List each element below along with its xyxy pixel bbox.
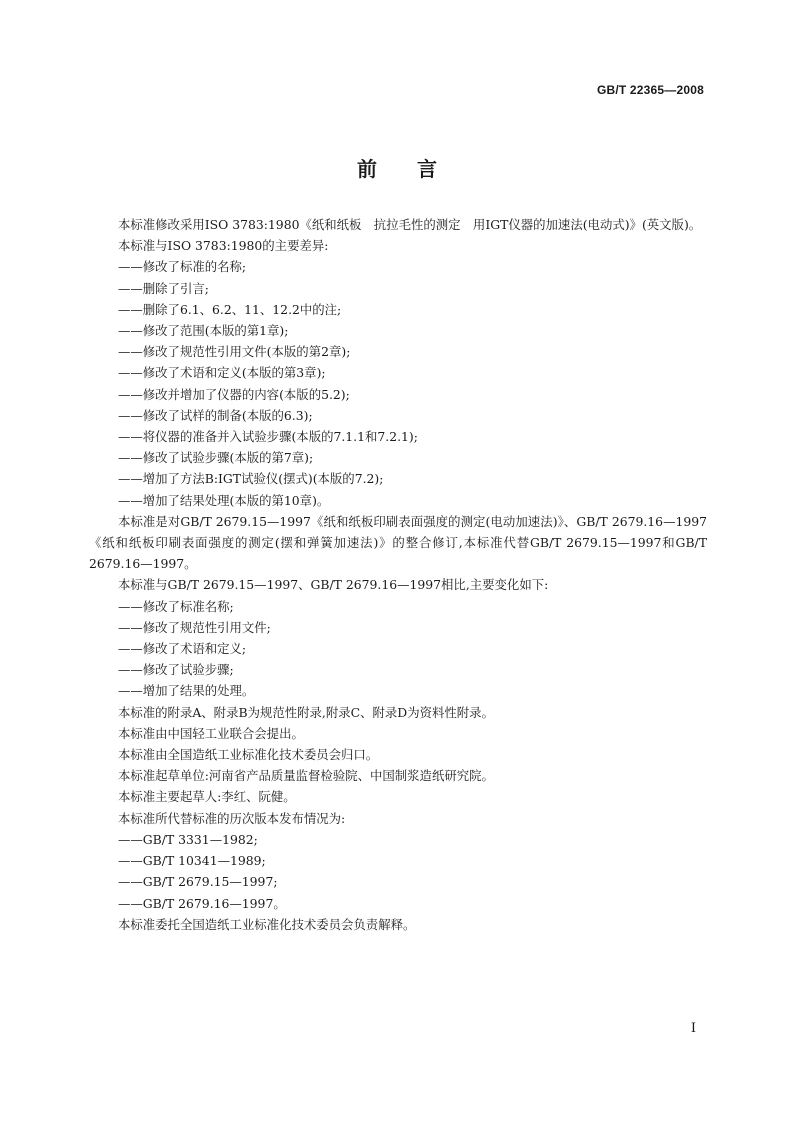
paragraph: 本标准起草单位:河南省产品质量监督检验院、中国制浆造纸研究院。 <box>118 768 494 784</box>
list-item: ——删除了6.1、6.2、11、12.2中的注; <box>118 301 342 317</box>
list-item: ——GB/T 2679.15—1997; <box>118 874 278 890</box>
paragraph: 本标准的附录A、附录B为规范性附录,附录C、附录D为资料性附录。 <box>118 704 494 720</box>
page-number: I <box>690 1021 696 1036</box>
list-item: ——修改了规范性引用文件(本版的第2章); <box>118 344 351 360</box>
list-item: ——修改了术语和定义(本版的第3章); <box>118 365 326 381</box>
paragraph: 本标准主要起草人:李红、阮健。 <box>118 789 296 805</box>
paragraph: 本标准由中国轻工业联合会提出。 <box>118 725 304 741</box>
page-title-part1: 前 <box>357 157 377 181</box>
list-item: ——修改并增加了仪器的内容(本版的5.2); <box>118 386 350 402</box>
preface-body <box>89 214 707 935</box>
list-item: ——修改了试验步骤(本版的第7章); <box>118 450 314 466</box>
paragraph: 本标准是对GB/T 2679.15—1997《纸和纸板印刷表面强度的测定(电动加速法)》、GB/T 2679.16—1997《纸和纸板印刷表面强度的测定(摆和弹簧加速法)》的整合修订,本标准代替GB/T 2679.15—1997和GB/T 2679.16—1997。 <box>89 513 707 572</box>
list-item: ——修改了标准的名称; <box>118 259 247 275</box>
paragraph: 本标准所代替标准的历次版本发布情况为: <box>118 810 346 826</box>
paragraph: 本标准委托全国造纸工业标准化技术委员会负责解释。 <box>118 916 416 932</box>
list-item: ——将仪器的准备并入试验步骤(本版的7.1.1和7.2.1); <box>118 429 418 445</box>
paragraph: 本标准修改采用ISO 3783:1980《纸和纸板 抗拉毛性的测定 用IGT仪器的加速法(电动式)》(英文版)。 <box>118 217 702 232</box>
list-item: ——增加了方法B:IGT试验仪(摆式)(本版的7.2); <box>118 471 384 487</box>
list-item: ——删除了引言; <box>118 280 209 296</box>
list-item: ——GB/T 3331—1982; <box>118 831 258 847</box>
paragraph: 本标准由全国造纸工业标准化技术委员会归口。 <box>118 747 379 763</box>
paragraph: 本标准与ISO 3783:1980的主要差异: <box>118 238 329 254</box>
list-item: ——修改了标准名称; <box>118 598 234 614</box>
list-item: ——修改了范围(本版的第1章); <box>118 323 289 339</box>
list-item: ——GB/T 10341—1989; <box>118 853 266 869</box>
list-item: ——GB/T 2679.16—1997。 <box>118 895 286 911</box>
standard-code: GB/T 22365—2008 <box>596 83 704 97</box>
list-item: ——增加了结果的处理。 <box>118 683 255 699</box>
list-item: ——修改了术语和定义; <box>118 641 247 657</box>
paragraph: 本标准与GB/T 2679.15—1997、GB/T 2679.16—1997相比,主要变化如下: <box>118 577 549 593</box>
list-item: ——修改了规范性引用文件; <box>118 619 271 635</box>
list-item: ——修改了试验步骤; <box>118 662 234 678</box>
list-item: ——修改了试样的制备(本版的6.3); <box>118 407 313 423</box>
list-item: ——增加了结果处理(本版的第10章)。 <box>118 492 330 508</box>
page-title <box>0 153 794 182</box>
page-title-part2: 言 <box>417 157 437 181</box>
